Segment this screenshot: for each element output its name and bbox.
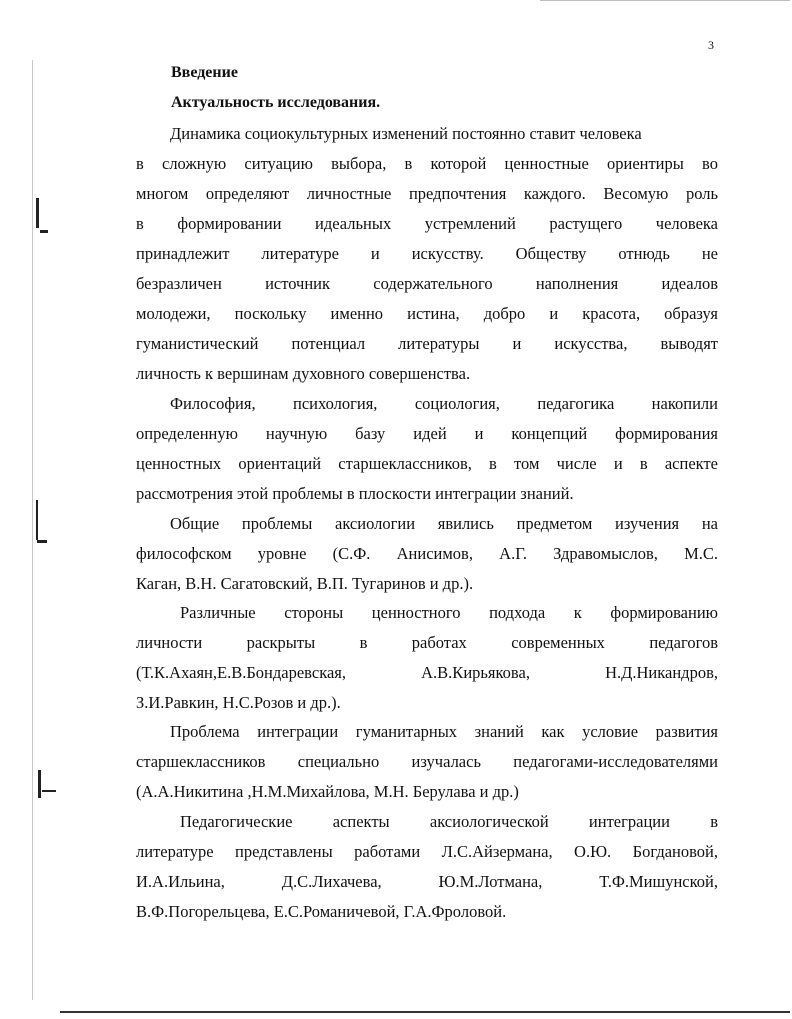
scan-edge-line-left	[32, 60, 33, 1000]
text-line: Педагогические аспекты аксиологической интеграции в	[180, 812, 718, 831]
paragraph	[136, 598, 718, 718]
text-line: старшеклассников специально изучалась педагогами-исследователями	[136, 752, 718, 771]
scan-mark	[36, 500, 38, 540]
section-heading-relevance: Актуальность исследования.	[171, 94, 381, 111]
text-line: И.А.Ильина, Д.С.Лихачева, Ю.М.Лотмана, Т.Ф.Мишунской,	[136, 872, 718, 891]
paragraph	[136, 807, 718, 927]
text-line: Проблема интеграции гуманитарных знаний как условие развития	[170, 722, 718, 741]
page-number: 3	[708, 38, 714, 52]
text-line: Динамика социокультурных изменений постоянно ставит человека	[170, 124, 642, 143]
scan-mark	[37, 540, 47, 543]
text-line: принадлежит литературе и искусству. Обществу отнюдь не	[136, 244, 718, 263]
text-line: Каган, В.Н. Сагатовский, В.П. Тугаринов и др.).	[136, 574, 474, 593]
paragraph	[136, 389, 718, 509]
text-line: (А.А.Никитина ,Н.М.Михайлова, М.Н. Берулава и др.)	[136, 782, 519, 801]
text-line: З.И.Равкин, Н.С.Розов и др.).	[136, 693, 341, 712]
scan-mark	[38, 770, 41, 798]
scan-edge-line-bottom	[60, 1011, 790, 1013]
scan-mark	[36, 198, 39, 228]
paragraph	[136, 717, 718, 807]
text-line: литературе представлены работами Л.С.Айзермана, О.Ю. Богдановой,	[136, 842, 718, 861]
paragraph	[136, 119, 718, 389]
text-line: Философия, психология, социология, педагогика накопили	[170, 394, 718, 413]
text-line: (Т.К.Ахаян,Е.В.Бондаревская, А.В.Кирьякова, Н.Д.Никандров,	[136, 663, 718, 682]
text-line: в сложную ситуацию выбора, в которой ценностные ориентиры во	[136, 154, 718, 173]
text-line: гуманистический потенциал литературы и искусства, выводят	[136, 334, 718, 353]
text-line: В.Ф.Погорельцева, Е.С.Романичевой, Г.А.Фроловой.	[136, 902, 507, 921]
scan-edge-line-top	[540, 0, 790, 1]
text-line: рассмотрения этой проблемы в плоскости интеграции знаний.	[136, 484, 574, 503]
section-heading-introduction: Введение	[171, 64, 238, 81]
text-line: личность к вершинам духовного совершенства.	[136, 364, 471, 383]
text-line: философском уровне (С.Ф. Анисимов, А.Г. Здравомыслов, М.С.	[136, 544, 718, 563]
text-line: Общие проблемы аксиологии явились предметом изучения на	[170, 514, 718, 533]
text-line: в формировании идеальных устремлений растущего человека	[136, 214, 718, 233]
text-line: личности раскрыты в работах современных педагогов	[136, 633, 718, 652]
text-line: Различные стороны ценностного подхода к формированию	[180, 603, 718, 622]
scan-mark	[42, 790, 56, 792]
text-line: многом определяют личностные предпочтения каждого. Весомую роль	[136, 184, 718, 203]
text-line: безразличен источник содержательного наполнения идеалов	[136, 274, 718, 293]
scan-mark	[40, 230, 48, 233]
text-line: ценностных ориентаций старшеклассников, в том числе и в аспекте	[136, 454, 718, 473]
paragraph	[136, 509, 718, 599]
text-line: определенную научную базу идей и концепций формирования	[136, 424, 718, 443]
text-line: молодежи, поскольку именно истина, добро и красота, образуя	[136, 304, 718, 323]
